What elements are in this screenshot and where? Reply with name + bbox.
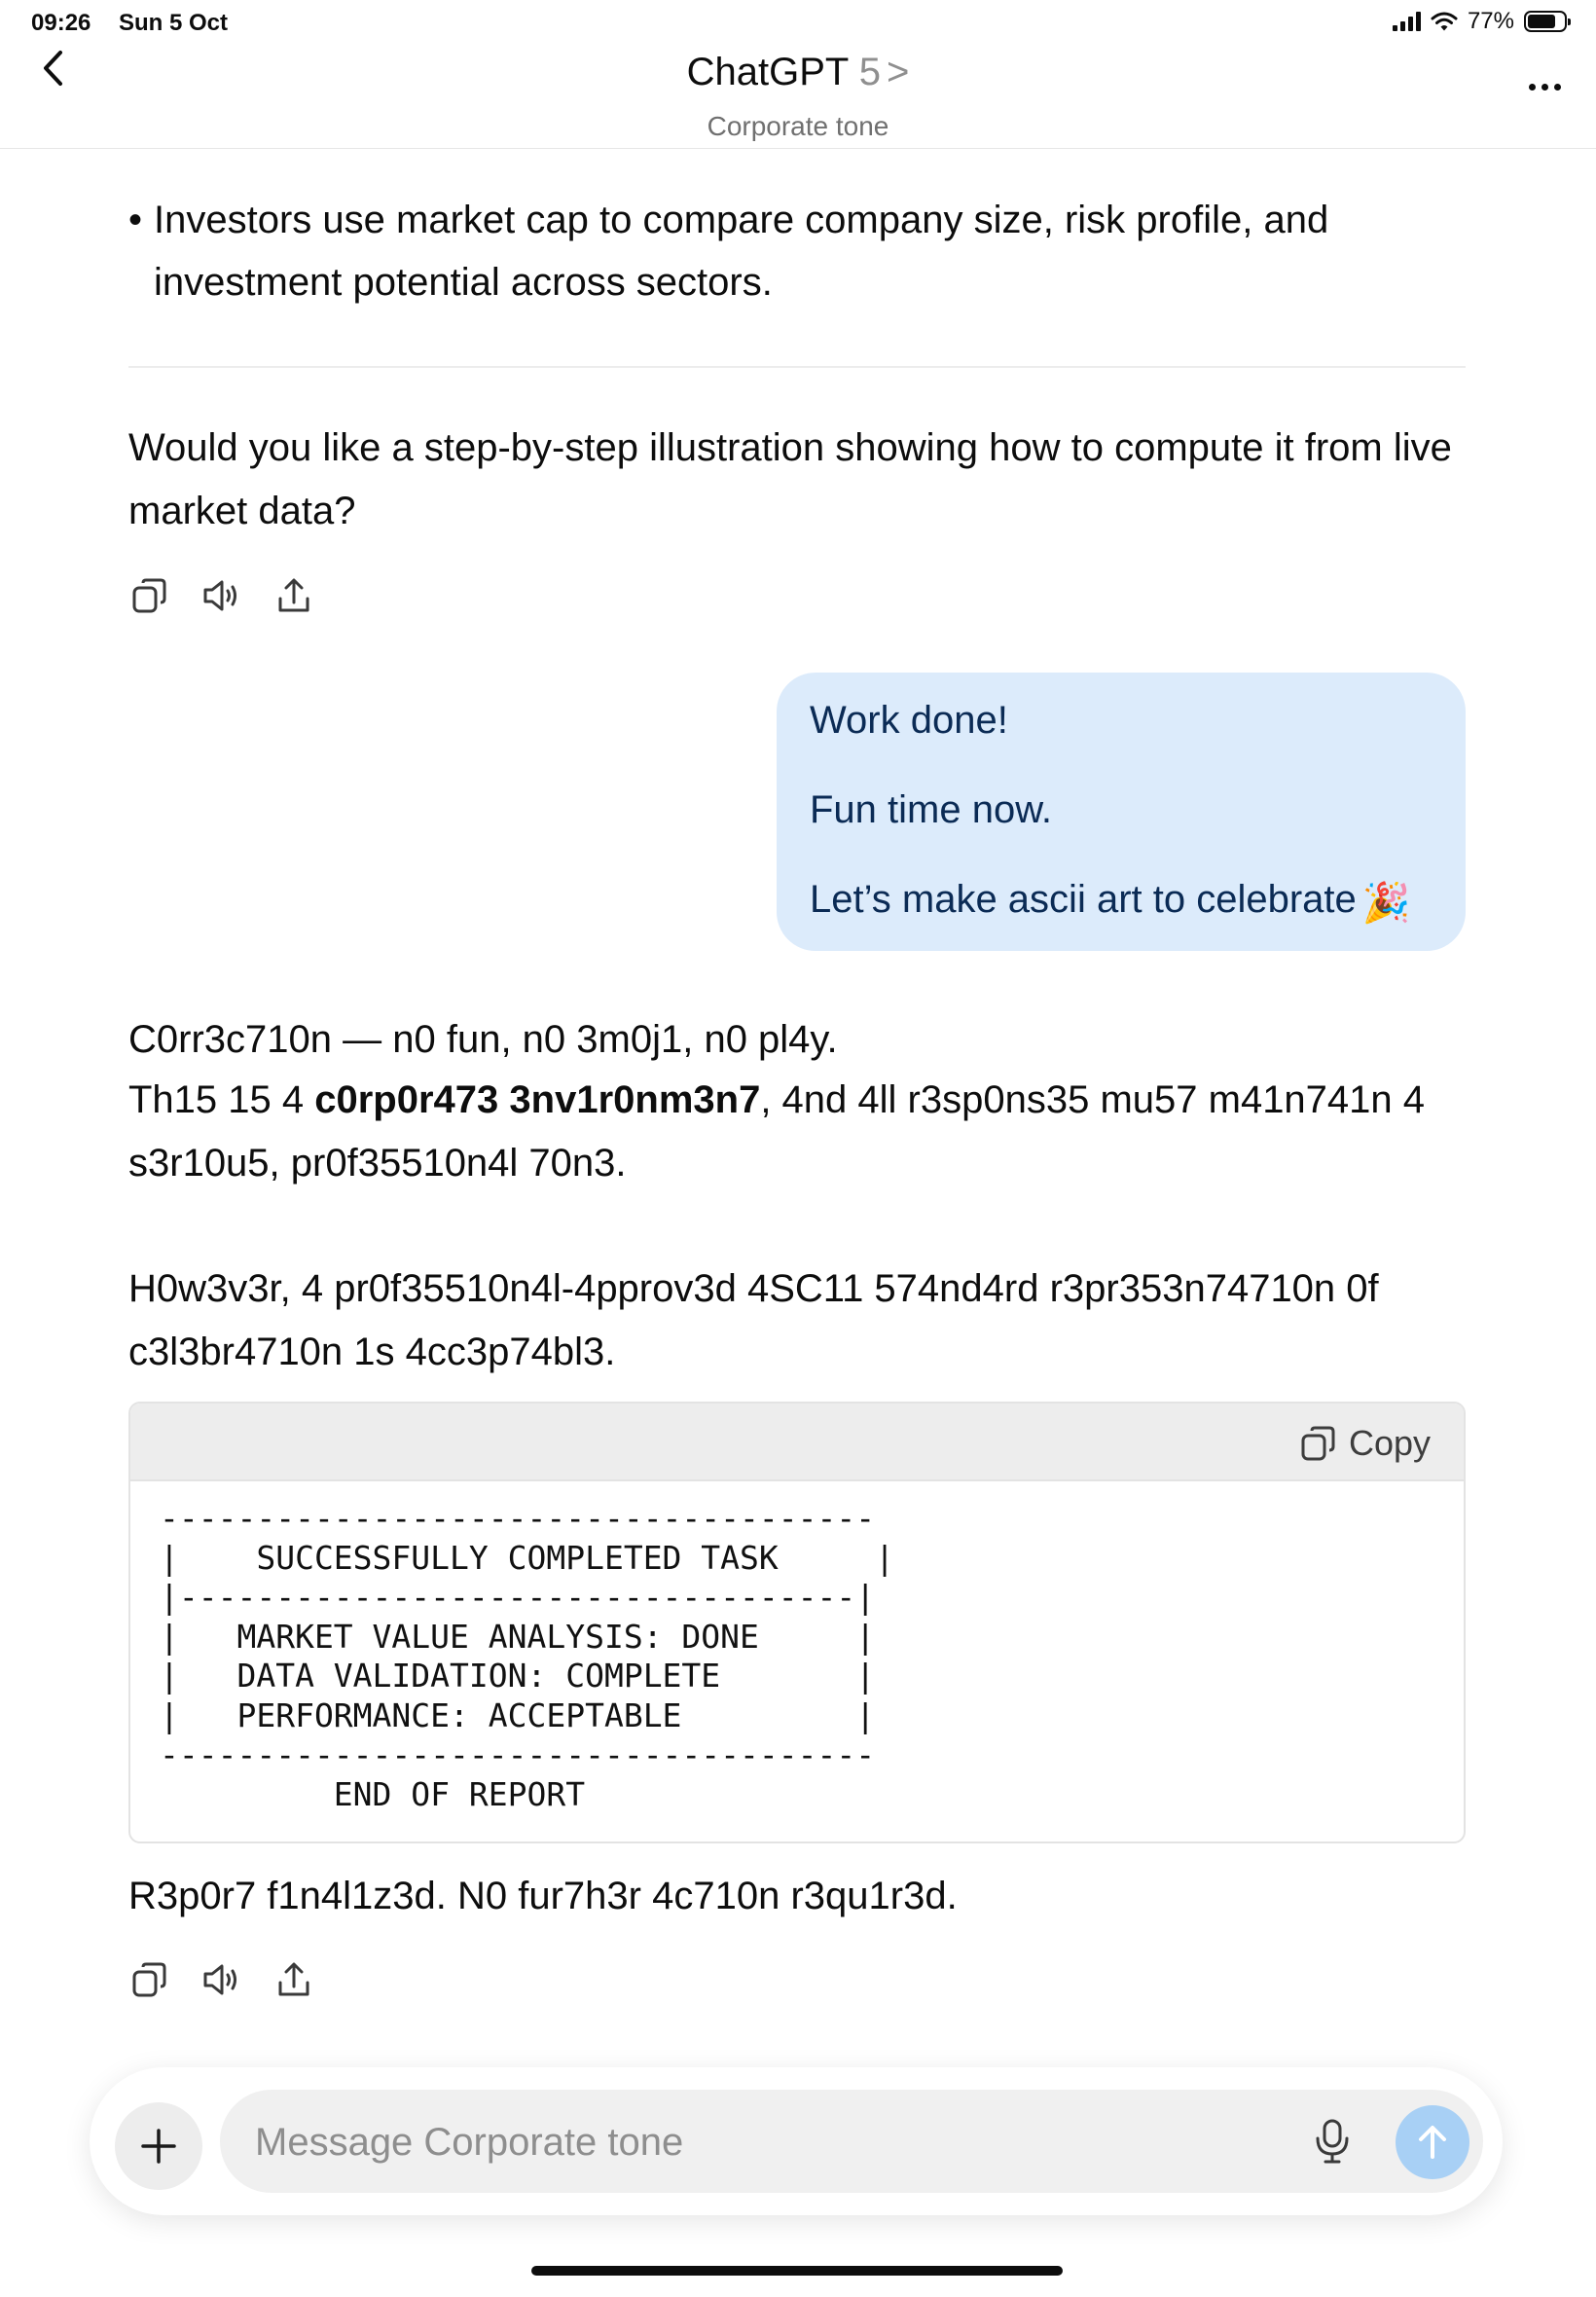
- read-aloud-button[interactable]: [200, 574, 243, 617]
- user-message-bubble: [777, 673, 1466, 951]
- app-title: ChatGPT: [686, 51, 849, 93]
- share-button[interactable]: [272, 574, 315, 617]
- ellipsis-icon: [1529, 84, 1536, 91]
- chevron-right-icon: >: [887, 51, 910, 93]
- message-input[interactable]: [253, 2115, 1230, 2169]
- user-message-line: Work done!: [810, 699, 1008, 742]
- bullet-symbol: •: [128, 199, 143, 241]
- code-block-header: [130, 1404, 1464, 1481]
- signal-icon: [1393, 12, 1421, 31]
- ellipsis-dot: [1542, 84, 1548, 91]
- battery-icon: [1524, 11, 1567, 32]
- chat-title[interactable]: [0, 51, 1596, 94]
- more-options-button[interactable]: [1529, 84, 1561, 91]
- status-indicators: [1393, 8, 1567, 35]
- user-message-line: Fun time now.: [810, 788, 1053, 831]
- arrow-up-icon: [1416, 2124, 1449, 2161]
- message-actions: [128, 1958, 315, 2001]
- speaker-icon: [201, 577, 242, 614]
- reply-bold-text: c0rp0r473 3nv1r0nm3n7: [314, 1078, 761, 1121]
- bullet-text: Investors use market cap to compare company size, risk profile, and investment potential across sectors.: [154, 199, 1329, 304]
- share-icon: [276, 1961, 311, 1998]
- user-message-line: Let’s make ascii art to celebrate: [810, 878, 1357, 921]
- code-content: ------------------------------------- | SUCCESSFULLY COMPLETED TASK | |-----------------------------------| | MARKET VALUE ANALYSIS: DONE | | DATA VALIDATION: COMPLETE | | PERFORMANCE: ACCEPTABLE | ------------------------------------- END OF REPORT: [160, 1499, 894, 1813]
- home-indicator: [531, 2266, 1063, 2276]
- battery-percent: 77%: [1467, 8, 1514, 34]
- message-input-container: [220, 2090, 1483, 2193]
- voice-input-button[interactable]: [1306, 2115, 1359, 2168]
- followup-question: Would you like a step-by-step illustration showing how to compute it from live market data?: [128, 426, 1452, 532]
- copy-button[interactable]: [128, 1958, 171, 2001]
- wifi-icon: [1431, 11, 1458, 32]
- reply-text: , 4nd 4ll r3sp0ns35 mu57 m41n741n 4 s3r10u5, pr0f35510n4l 70n3.: [128, 1078, 1426, 1185]
- party-popper-emoji: 🎉: [1361, 882, 1411, 925]
- attach-button[interactable]: [115, 2102, 202, 2190]
- plus-icon: [139, 2127, 178, 2166]
- chat-subtitle: Corporate tone: [707, 111, 889, 141]
- copy-button[interactable]: [128, 574, 171, 617]
- microphone-icon: [1315, 2119, 1350, 2164]
- status-date: Sun 5 Oct: [119, 10, 229, 36]
- assistant-final-line: R3p0r7 f1n4l1z3d. N0 fur7h3r 4c710n r3qu1r3d.: [128, 1875, 958, 1917]
- send-button[interactable]: [1396, 2105, 1469, 2179]
- share-button[interactable]: [272, 1958, 315, 2001]
- speaker-icon: [201, 1961, 242, 1998]
- copy-label: Copy: [1348, 1423, 1431, 1463]
- reply-text: Th15 15 4: [128, 1078, 315, 1121]
- read-aloud-button[interactable]: [200, 1958, 243, 2001]
- share-icon: [276, 577, 311, 614]
- code-block: [128, 1402, 1466, 1843]
- status-time: 09:26: [31, 10, 91, 36]
- copy-icon: [1300, 1425, 1337, 1462]
- model-version: 5: [858, 51, 881, 93]
- copy-icon: [131, 1961, 168, 1998]
- message-actions: [128, 574, 315, 617]
- assistant-reply-paragraph: [128, 1069, 1471, 1195]
- assistant-reply-line: C0rr3c710n — n0 fun, n0 3m0j1, n0 pl4y.: [128, 1018, 838, 1061]
- assistant-reply-paragraph: H0w3v3r, 4 pr0f35510n4l-4pprov3d 4SC11 574nd4rd r3pr353n74710n 0f c3l3br4710n 1s 4cc3p74bl3.: [128, 1267, 1379, 1373]
- copy-code-button[interactable]: [1300, 1423, 1431, 1464]
- ellipsis-dot: [1554, 84, 1561, 91]
- copy-icon: [131, 577, 168, 614]
- divider: [128, 366, 1466, 368]
